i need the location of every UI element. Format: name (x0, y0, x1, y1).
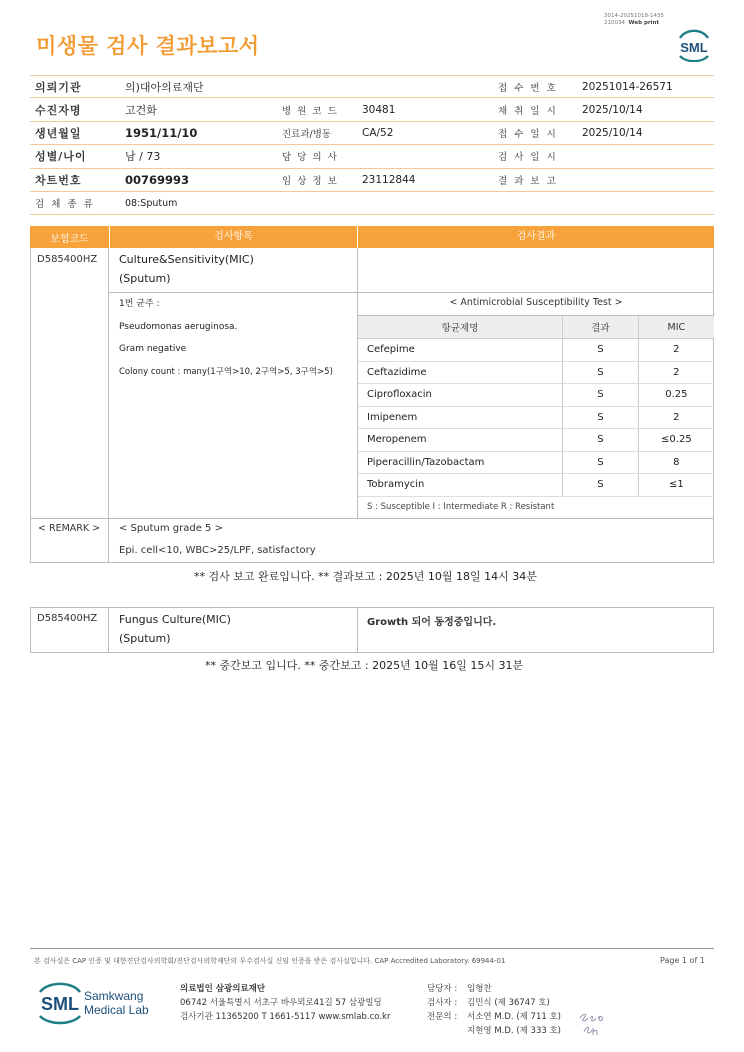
ast-drug: Piperacillin/Tazobactam (358, 451, 563, 474)
ast-mic: 0.25 (638, 384, 714, 407)
ast-result: S (563, 451, 639, 474)
staff-name: 서소연 M.D. (제 711 호) (467, 1012, 562, 1022)
info-value: 08:Sputum (125, 197, 178, 209)
company-contact: 검사기관 11365200 T 1661-5117 www.smlab.co.kr (180, 1012, 391, 1022)
ast-drug: Meropenem (358, 429, 563, 452)
staff-name: 지현영 M.D. (제 333 호) (467, 1026, 562, 1036)
signature (576, 1008, 610, 1038)
staff-role (427, 1024, 467, 1038)
ast-mic: 2 (638, 361, 714, 384)
info-row (30, 145, 714, 168)
ast-result: S (563, 406, 639, 429)
info-value: 남 / 73 (125, 150, 161, 164)
ast-header-row (358, 316, 714, 339)
staff-role: 전문의 : (427, 1012, 458, 1022)
samkwang-logo-name: Samkwang (84, 989, 144, 1003)
sml-logo-text: SML (680, 40, 708, 55)
patient-info (30, 75, 714, 215)
gram-stain: Gram negative (119, 344, 187, 354)
ast-header-drug: 항균제명 (358, 316, 563, 339)
ast-table (358, 316, 714, 497)
remark-text (119, 518, 316, 562)
company-address: 06742 서울특별시 서초구 바우뫼로41길 57 삼광빌딩 (180, 998, 382, 1008)
ast-title: < Antimicrobial Susceptibility Test > (449, 297, 623, 308)
ast-row (358, 406, 714, 429)
divider (357, 248, 358, 293)
info-label: 임 상 정 보 (282, 175, 339, 187)
info-row (30, 75, 714, 98)
samkwang-logo-mark: SML (41, 994, 79, 1014)
report-status: ** 중간보고 입니다. ** 중간보고 : 2025년 10월 16일 15시 31분 (205, 659, 524, 672)
info-label: 검 체 종 류 (35, 199, 95, 211)
staff-row (427, 982, 561, 996)
staff-row (427, 1010, 561, 1024)
ast-drug: Ceftazidime (358, 361, 563, 384)
ast-drug: Ciprofloxacin (358, 384, 563, 407)
ast-row (358, 384, 714, 407)
divider (108, 607, 109, 653)
column-header-result: 검사결과 (357, 226, 714, 248)
ast-drug: Tobramycin (358, 474, 563, 497)
ast-row (358, 474, 714, 497)
info-value: 20251014-26571 (582, 80, 673, 93)
test-result: Growth 되어 동정중입니다. (367, 617, 497, 628)
info-label: 성별/나이 (35, 150, 87, 164)
divider (357, 607, 358, 653)
company-info (180, 982, 390, 1024)
info-label: 검 사 일 시 (498, 152, 558, 164)
ast-mic: ≤0.25 (638, 429, 714, 452)
info-value: 23112844 (362, 173, 416, 186)
report-status: ** 검사 보고 완료입니다. ** 결과보고 : 2025년 10월 18일 14시 34분 (194, 570, 537, 583)
info-value: 1951/11/10 (125, 125, 198, 140)
staff-name: 김민식 (제 36747 호) (467, 998, 550, 1008)
samkwang-logo-name: Medical Lab (84, 1003, 149, 1017)
info-label: 차트번호 (35, 173, 82, 187)
ast-row (358, 361, 714, 384)
staff-name: 임형찬 (467, 984, 492, 994)
remark-line: Epi. cell<10, WBC>25/LPF, satisfactory (119, 545, 316, 556)
test-item (119, 610, 231, 648)
info-row (30, 192, 714, 215)
test-name: Fungus Culture(MIC) (119, 613, 231, 626)
info-label: 채 취 일 시 (498, 105, 558, 117)
staff-role: 담당자 : (427, 984, 458, 994)
insurance-code: D585400HZ (37, 613, 98, 624)
test-item (119, 250, 254, 288)
info-value: CA/52 (362, 126, 394, 139)
info-value: 고건화 (125, 103, 157, 117)
info-label: 의뢰기관 (35, 80, 82, 94)
info-label: 병 원 코 드 (282, 105, 339, 117)
remark-line: < Sputum grade 5 > (119, 523, 223, 534)
accreditation-note: 본 검사실은 CAP 인증 및 대한진단검사의학회/진단검사의학재단의 우수검사실 신임 인증을 받은 검사실입니다. CAP Accredited Laboratory. 69944-01 (34, 957, 506, 965)
report-title: 미생물 검사 결과보고서 (36, 34, 260, 58)
ast-header-result: 결과 (563, 316, 639, 339)
ast-legend: S : Susceptible I : Intermediate R : Resistant (367, 502, 555, 512)
ast-mic: ≤1 (638, 474, 714, 497)
info-label: 담 당 의 사 (282, 152, 339, 164)
staff-list (427, 982, 561, 1038)
insurance-code: D585400HZ (37, 254, 98, 265)
staff-role: 검사자 : (427, 998, 458, 1008)
organism-info (119, 293, 355, 383)
specimen-label: (Sputum) (119, 632, 171, 645)
staff-row (427, 1024, 561, 1038)
ast-result: S (563, 339, 639, 362)
page-number: Page 1 of 1 (660, 956, 705, 965)
info-row (30, 98, 714, 121)
remark-label: < REMARK > (38, 523, 101, 534)
column-header-test: 검사항목 (109, 226, 357, 248)
organism-name: Pseudomonas aeruginosa. (119, 321, 238, 332)
ast-mic: 2 (638, 406, 714, 429)
info-row (30, 122, 714, 145)
info-value: 의)대아의료재단 (125, 80, 204, 94)
samkwang-logo (36, 980, 156, 1026)
specimen-label: (Sputum) (119, 272, 171, 285)
ast-result: S (563, 361, 639, 384)
ast-row (358, 339, 714, 362)
ast-header-mic: MIC (638, 316, 714, 339)
info-label: 접 수 일 시 (498, 128, 558, 140)
ast-result: S (563, 429, 639, 452)
info-value: 2025/10/14 (582, 103, 643, 116)
info-label: 수진자명 (35, 103, 82, 117)
divider (108, 248, 109, 563)
info-label: 결 과 보 고 (498, 175, 558, 187)
ast-row (358, 451, 714, 474)
ast-drug: Cefepime (358, 339, 563, 362)
info-value: 00769993 (125, 172, 190, 187)
footer-divider (30, 948, 714, 949)
ast-result: S (563, 384, 639, 407)
staff-row (427, 996, 561, 1010)
company-name: 의료법인 삼광의료재단 (180, 984, 266, 994)
info-row (30, 169, 714, 192)
ast-mic: 2 (638, 339, 714, 362)
sml-logo (674, 28, 714, 62)
info-value: 2025/10/14 (582, 126, 643, 139)
organism-label: 1번 균주 : (119, 299, 160, 309)
ast-row (358, 429, 714, 452)
column-header-code: 보험코드 (50, 233, 89, 245)
info-label: 진료과/병동 (282, 128, 332, 140)
ast-result: S (563, 474, 639, 497)
info-value: 30481 (362, 103, 396, 116)
ast-drug: Imipenem (358, 406, 563, 429)
info-label: 접 수 번 호 (498, 82, 558, 94)
ast-mic: 8 (638, 451, 714, 474)
print-meta: 3014-20251018-1435 210034 Web print (604, 13, 664, 26)
info-label: 생년월일 (35, 126, 82, 140)
test-name: Culture&Sensitivity(MIC) (119, 253, 254, 266)
results-table-header (30, 226, 714, 248)
colony-count: Colony count : many(1구역>10, 2구역>5, 3구역>5) (119, 366, 333, 377)
